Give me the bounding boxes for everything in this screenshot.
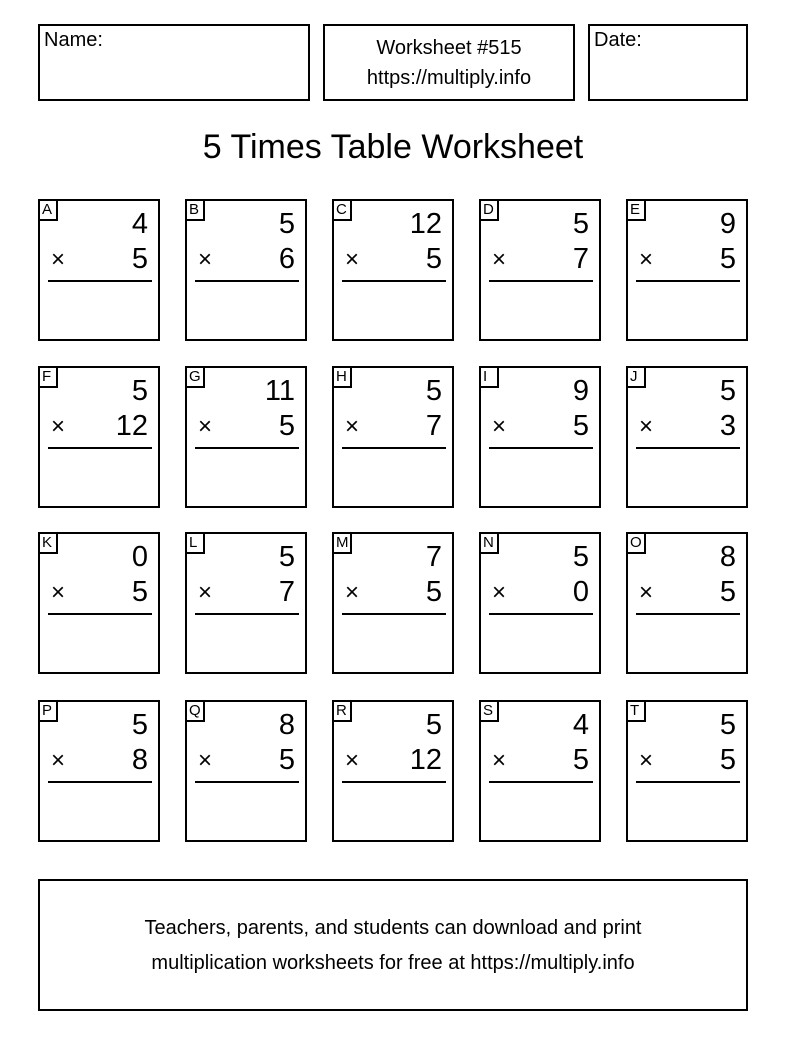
answer-space[interactable] bbox=[46, 786, 152, 836]
answer-line bbox=[195, 781, 299, 783]
answer-space[interactable] bbox=[634, 285, 740, 335]
problem-label: E bbox=[628, 201, 646, 221]
multiplicand: 8 bbox=[719, 541, 736, 573]
times-sign-icon: × bbox=[51, 579, 66, 606]
answer-line bbox=[48, 781, 152, 783]
name-label: Name: bbox=[44, 29, 103, 51]
multiplier: 5 bbox=[131, 576, 148, 608]
answer-line bbox=[636, 781, 740, 783]
multiplicand: 11 bbox=[264, 375, 295, 407]
multiplicand: 8 bbox=[278, 709, 295, 741]
problem-card-o bbox=[626, 532, 748, 674]
answer-line bbox=[636, 280, 740, 282]
times-sign-icon: × bbox=[51, 246, 66, 273]
problem-label: T bbox=[628, 702, 646, 722]
multiplicand: 5 bbox=[425, 709, 442, 741]
problem-card-s bbox=[479, 700, 601, 842]
footer-line-1: Teachers, parents, and students can download and print bbox=[144, 917, 642, 939]
answer-space[interactable] bbox=[193, 618, 299, 668]
multiplicand: 4 bbox=[572, 709, 589, 741]
answer-line bbox=[489, 781, 593, 783]
problem-card-m bbox=[332, 532, 454, 674]
times-sign-icon: × bbox=[345, 413, 360, 440]
problem-card-n bbox=[479, 532, 601, 674]
answer-space[interactable] bbox=[340, 618, 446, 668]
answer-line bbox=[342, 613, 446, 615]
answer-line bbox=[195, 613, 299, 615]
times-sign-icon: × bbox=[345, 747, 360, 774]
times-sign-icon: × bbox=[492, 747, 507, 774]
problem-card-r bbox=[332, 700, 454, 842]
problem-card-b bbox=[185, 199, 307, 341]
multiplier: 8 bbox=[131, 744, 148, 776]
multiplicand: 5 bbox=[572, 208, 589, 240]
problem-card-t bbox=[626, 700, 748, 842]
problem-card-j bbox=[626, 366, 748, 508]
answer-line bbox=[195, 280, 299, 282]
times-sign-icon: × bbox=[51, 747, 66, 774]
answer-space[interactable] bbox=[193, 452, 299, 502]
answer-line bbox=[636, 613, 740, 615]
problem-card-f bbox=[38, 366, 160, 508]
multiplier: 6 bbox=[278, 243, 295, 275]
problem-card-k bbox=[38, 532, 160, 674]
multiplier: 5 bbox=[572, 744, 589, 776]
worksheet-number: Worksheet #515 bbox=[376, 37, 522, 59]
problem-label: B bbox=[187, 201, 205, 221]
multiplier: 5 bbox=[572, 410, 589, 442]
multiplier: 12 bbox=[115, 410, 148, 442]
problem-card-l bbox=[185, 532, 307, 674]
multiplicand: 0 bbox=[131, 541, 148, 573]
problem-label: P bbox=[40, 702, 58, 722]
answer-space[interactable] bbox=[487, 452, 593, 502]
problem-card-d bbox=[479, 199, 601, 341]
answer-space[interactable] bbox=[46, 285, 152, 335]
answer-line bbox=[489, 447, 593, 449]
problem-label: F bbox=[40, 368, 58, 388]
answer-space[interactable] bbox=[46, 618, 152, 668]
answer-space[interactable] bbox=[487, 618, 593, 668]
answer-line bbox=[48, 447, 152, 449]
problem-label: G bbox=[187, 368, 205, 388]
answer-space[interactable] bbox=[634, 452, 740, 502]
multiplier: 5 bbox=[278, 410, 295, 442]
page-title: 5 Times Table Worksheet bbox=[202, 128, 584, 166]
problem-label: K bbox=[40, 534, 58, 554]
problem-label: O bbox=[628, 534, 646, 554]
multiplicand: 9 bbox=[719, 208, 736, 240]
multiplier: 7 bbox=[425, 410, 442, 442]
answer-space[interactable] bbox=[193, 285, 299, 335]
times-sign-icon: × bbox=[639, 747, 654, 774]
multiplicand: 5 bbox=[572, 541, 589, 573]
answer-line bbox=[48, 280, 152, 282]
problem-label: C bbox=[334, 201, 352, 221]
answer-line bbox=[195, 447, 299, 449]
times-sign-icon: × bbox=[198, 747, 213, 774]
problem-label: Q bbox=[187, 702, 205, 722]
worksheet-info-box bbox=[323, 24, 575, 101]
worksheet-url: https://multiply.info bbox=[366, 67, 532, 89]
multiplier: 3 bbox=[719, 410, 736, 442]
name-field-box[interactable] bbox=[38, 24, 310, 101]
times-sign-icon: × bbox=[639, 413, 654, 440]
answer-line bbox=[342, 447, 446, 449]
answer-space[interactable] bbox=[46, 452, 152, 502]
multiplier: 5 bbox=[425, 243, 442, 275]
problem-label: I bbox=[481, 368, 499, 388]
footer-line-2: multiplication worksheets for free at https://multiply.info bbox=[151, 952, 635, 974]
multiplicand: 5 bbox=[131, 709, 148, 741]
times-sign-icon: × bbox=[639, 579, 654, 606]
problem-card-q bbox=[185, 700, 307, 842]
times-sign-icon: × bbox=[639, 246, 654, 273]
problem-card-i bbox=[479, 366, 601, 508]
answer-space[interactable] bbox=[340, 452, 446, 502]
times-sign-icon: × bbox=[51, 413, 66, 440]
answer-space[interactable] bbox=[487, 786, 593, 836]
multiplier: 5 bbox=[719, 576, 736, 608]
multiplicand: 5 bbox=[425, 375, 442, 407]
multiplier: 5 bbox=[131, 243, 148, 275]
multiplicand: 5 bbox=[719, 709, 736, 741]
problem-label: H bbox=[334, 368, 352, 388]
multiplier: 5 bbox=[425, 576, 442, 608]
multiplier: 0 bbox=[572, 576, 589, 608]
problem-label: L bbox=[187, 534, 205, 554]
problem-label: S bbox=[481, 702, 499, 722]
multiplicand: 4 bbox=[131, 208, 148, 240]
times-sign-icon: × bbox=[345, 246, 360, 273]
answer-line bbox=[636, 447, 740, 449]
multiplicand: 5 bbox=[278, 208, 295, 240]
multiplier: 7 bbox=[572, 243, 589, 275]
multiplier: 12 bbox=[409, 744, 442, 776]
multiplicand: 5 bbox=[131, 375, 148, 407]
times-sign-icon: × bbox=[492, 579, 507, 606]
problem-card-c bbox=[332, 199, 454, 341]
problem-label: J bbox=[628, 368, 646, 388]
answer-space[interactable] bbox=[193, 786, 299, 836]
answer-space[interactable] bbox=[487, 285, 593, 335]
multiplicand: 7 bbox=[425, 541, 442, 573]
multiplier: 5 bbox=[278, 744, 295, 776]
multiplicand: 9 bbox=[572, 375, 589, 407]
multiplier: 5 bbox=[719, 243, 736, 275]
times-sign-icon: × bbox=[198, 246, 213, 273]
answer-space[interactable] bbox=[634, 618, 740, 668]
problem-label: N bbox=[481, 534, 499, 554]
date-label: Date: bbox=[594, 29, 642, 51]
answer-line bbox=[48, 613, 152, 615]
multiplier: 7 bbox=[278, 576, 295, 608]
answer-space[interactable] bbox=[340, 786, 446, 836]
problem-card-a bbox=[38, 199, 160, 341]
answer-space[interactable] bbox=[634, 786, 740, 836]
answer-space[interactable] bbox=[340, 285, 446, 335]
multiplicand: 5 bbox=[278, 541, 295, 573]
times-sign-icon: × bbox=[345, 579, 360, 606]
multiplicand: 12 bbox=[409, 208, 442, 240]
problem-label: M bbox=[334, 534, 352, 554]
problem-label: D bbox=[481, 201, 499, 221]
date-field-box[interactable] bbox=[588, 24, 748, 101]
multiplicand: 5 bbox=[719, 375, 736, 407]
problem-card-g bbox=[185, 366, 307, 508]
footer-note-box bbox=[38, 879, 748, 1011]
problem-card-e bbox=[626, 199, 748, 341]
problem-card-h bbox=[332, 366, 454, 508]
answer-line bbox=[489, 613, 593, 615]
problem-card-p bbox=[38, 700, 160, 842]
times-sign-icon: × bbox=[198, 413, 213, 440]
multiplier: 5 bbox=[719, 744, 736, 776]
times-sign-icon: × bbox=[198, 579, 213, 606]
answer-line bbox=[342, 280, 446, 282]
answer-line bbox=[489, 280, 593, 282]
problem-label: A bbox=[40, 201, 58, 221]
times-sign-icon: × bbox=[492, 246, 507, 273]
problem-label: R bbox=[334, 702, 352, 722]
answer-line bbox=[342, 781, 446, 783]
times-sign-icon: × bbox=[492, 413, 507, 440]
